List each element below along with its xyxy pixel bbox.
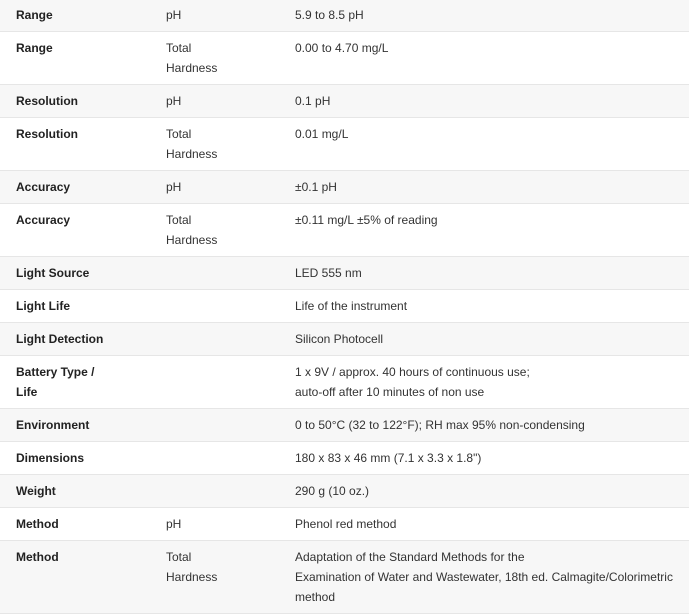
spec-value bbox=[295, 204, 689, 257]
spec-label-text: Range bbox=[16, 41, 53, 55]
spec-label bbox=[0, 204, 166, 257]
spec-row-range-ph bbox=[0, 0, 689, 32]
spec-parameter bbox=[166, 0, 295, 32]
spec-row-accuracy-ph bbox=[0, 171, 689, 204]
spec-value-text: 0.01 mg/L bbox=[295, 127, 349, 141]
spec-label-text: Accuracy bbox=[16, 213, 71, 227]
spec-label-text: Environment bbox=[16, 418, 90, 432]
spec-parameter bbox=[166, 32, 295, 85]
spec-label-text: Battery Type / Life bbox=[16, 365, 95, 399]
spec-value-text: ±0.11 mg/L ±5% of reading bbox=[295, 213, 438, 227]
spec-value-text: Adaptation of the Standard Methods for the Examination of Water and Wastewater, 18th ed. Calmagite/Colorimetric method bbox=[295, 550, 673, 604]
spec-row-range-hardness bbox=[0, 32, 689, 85]
spec-label bbox=[0, 323, 166, 356]
spec-label-text: Resolution bbox=[16, 127, 78, 141]
spec-value-text: 1 x 9V / approx. 40 hours of continuous use; auto-off after 10 minutes of non use bbox=[295, 365, 530, 399]
spec-parameter bbox=[166, 356, 295, 409]
spec-parameter-text: Total Hardness bbox=[166, 550, 218, 584]
spec-value-text: 290 g (10 oz.) bbox=[295, 484, 370, 498]
spec-label-text: Weight bbox=[16, 484, 56, 498]
spec-parameter bbox=[166, 508, 295, 541]
spec-value-text: Life of the instrument bbox=[295, 299, 408, 313]
spec-value bbox=[295, 118, 689, 171]
spec-label bbox=[0, 290, 166, 323]
spec-row-method-hardness bbox=[0, 541, 689, 614]
spec-parameter bbox=[166, 409, 295, 442]
spec-value bbox=[295, 85, 689, 118]
spec-parameter bbox=[166, 204, 295, 257]
spec-value-text: Silicon Photocell bbox=[295, 332, 384, 346]
spec-row-light-source bbox=[0, 257, 689, 290]
spec-value bbox=[295, 409, 689, 442]
spec-value bbox=[295, 356, 689, 409]
spec-parameter-text: pH bbox=[166, 517, 182, 531]
spec-label-text: Accuracy bbox=[16, 180, 71, 194]
spec-parameter bbox=[166, 257, 295, 290]
spec-label-text: Resolution bbox=[16, 94, 78, 108]
spec-parameter bbox=[166, 118, 295, 171]
spec-value bbox=[295, 475, 689, 508]
spec-label bbox=[0, 508, 166, 541]
spec-value bbox=[295, 442, 689, 475]
spec-parameter bbox=[166, 541, 295, 614]
spec-label-text: Method bbox=[16, 517, 59, 531]
spec-value-text: 5.9 to 8.5 pH bbox=[295, 8, 364, 22]
spec-label-text: Light Detection bbox=[16, 332, 104, 346]
spec-parameter-text: pH bbox=[166, 8, 182, 22]
spec-label-text: Dimensions bbox=[16, 451, 85, 465]
spec-parameter bbox=[166, 171, 295, 204]
spec-value bbox=[295, 541, 689, 614]
spec-parameter-text: pH bbox=[166, 94, 182, 108]
spec-parameter-text: Total Hardness bbox=[166, 127, 218, 161]
spec-parameter-text: Total Hardness bbox=[166, 213, 218, 247]
spec-row-light-detection bbox=[0, 323, 689, 356]
spec-label bbox=[0, 541, 166, 614]
spec-row-battery bbox=[0, 356, 689, 409]
spec-value bbox=[295, 257, 689, 290]
spec-label bbox=[0, 0, 166, 32]
spec-value-text: 180 x 83 x 46 mm (7.1 x 3.3 x 1.8") bbox=[295, 451, 482, 465]
spec-parameter bbox=[166, 323, 295, 356]
spec-value bbox=[295, 0, 689, 32]
spec-label bbox=[0, 409, 166, 442]
spec-parameter bbox=[166, 442, 295, 475]
spec-parameter bbox=[166, 290, 295, 323]
spec-row-weight bbox=[0, 475, 689, 508]
spec-parameter-text: Total Hardness bbox=[166, 41, 218, 75]
spec-value bbox=[295, 32, 689, 85]
spec-value-text: LED 555 nm bbox=[295, 266, 362, 280]
spec-value bbox=[295, 290, 689, 323]
spec-label bbox=[0, 32, 166, 85]
spec-row-environment bbox=[0, 409, 689, 442]
spec-label-text: Range bbox=[16, 8, 53, 22]
spec-parameter-text: pH bbox=[166, 180, 182, 194]
spec-label bbox=[0, 118, 166, 171]
spec-label-text: Method bbox=[16, 550, 59, 564]
spec-label bbox=[0, 356, 166, 409]
spec-label bbox=[0, 475, 166, 508]
spec-value-text: 0.1 pH bbox=[295, 94, 331, 108]
spec-row-method-ph bbox=[0, 508, 689, 541]
spec-row-light-life bbox=[0, 290, 689, 323]
spec-value bbox=[295, 508, 689, 541]
spec-value bbox=[295, 323, 689, 356]
spec-row-dimensions bbox=[0, 442, 689, 475]
spec-label-text: Light Life bbox=[16, 299, 70, 313]
spec-parameter bbox=[166, 85, 295, 118]
spec-parameter bbox=[166, 475, 295, 508]
spec-value-text: 0 to 50°C (32 to 122°F); RH max 95% non-condensing bbox=[295, 418, 585, 432]
spec-label bbox=[0, 85, 166, 118]
spec-row-accuracy-hardness bbox=[0, 204, 689, 257]
spec-value-text: ±0.1 pH bbox=[295, 180, 337, 194]
spec-row-resolution-ph bbox=[0, 85, 689, 118]
spec-value-text: Phenol red method bbox=[295, 517, 397, 531]
spec-label bbox=[0, 171, 166, 204]
spec-value-text: 0.00 to 4.70 mg/L bbox=[295, 41, 389, 55]
spec-value bbox=[295, 171, 689, 204]
spec-label-text: Light Source bbox=[16, 266, 90, 280]
spec-row-resolution-hardness bbox=[0, 118, 689, 171]
spec-label bbox=[0, 442, 166, 475]
spec-label bbox=[0, 257, 166, 290]
